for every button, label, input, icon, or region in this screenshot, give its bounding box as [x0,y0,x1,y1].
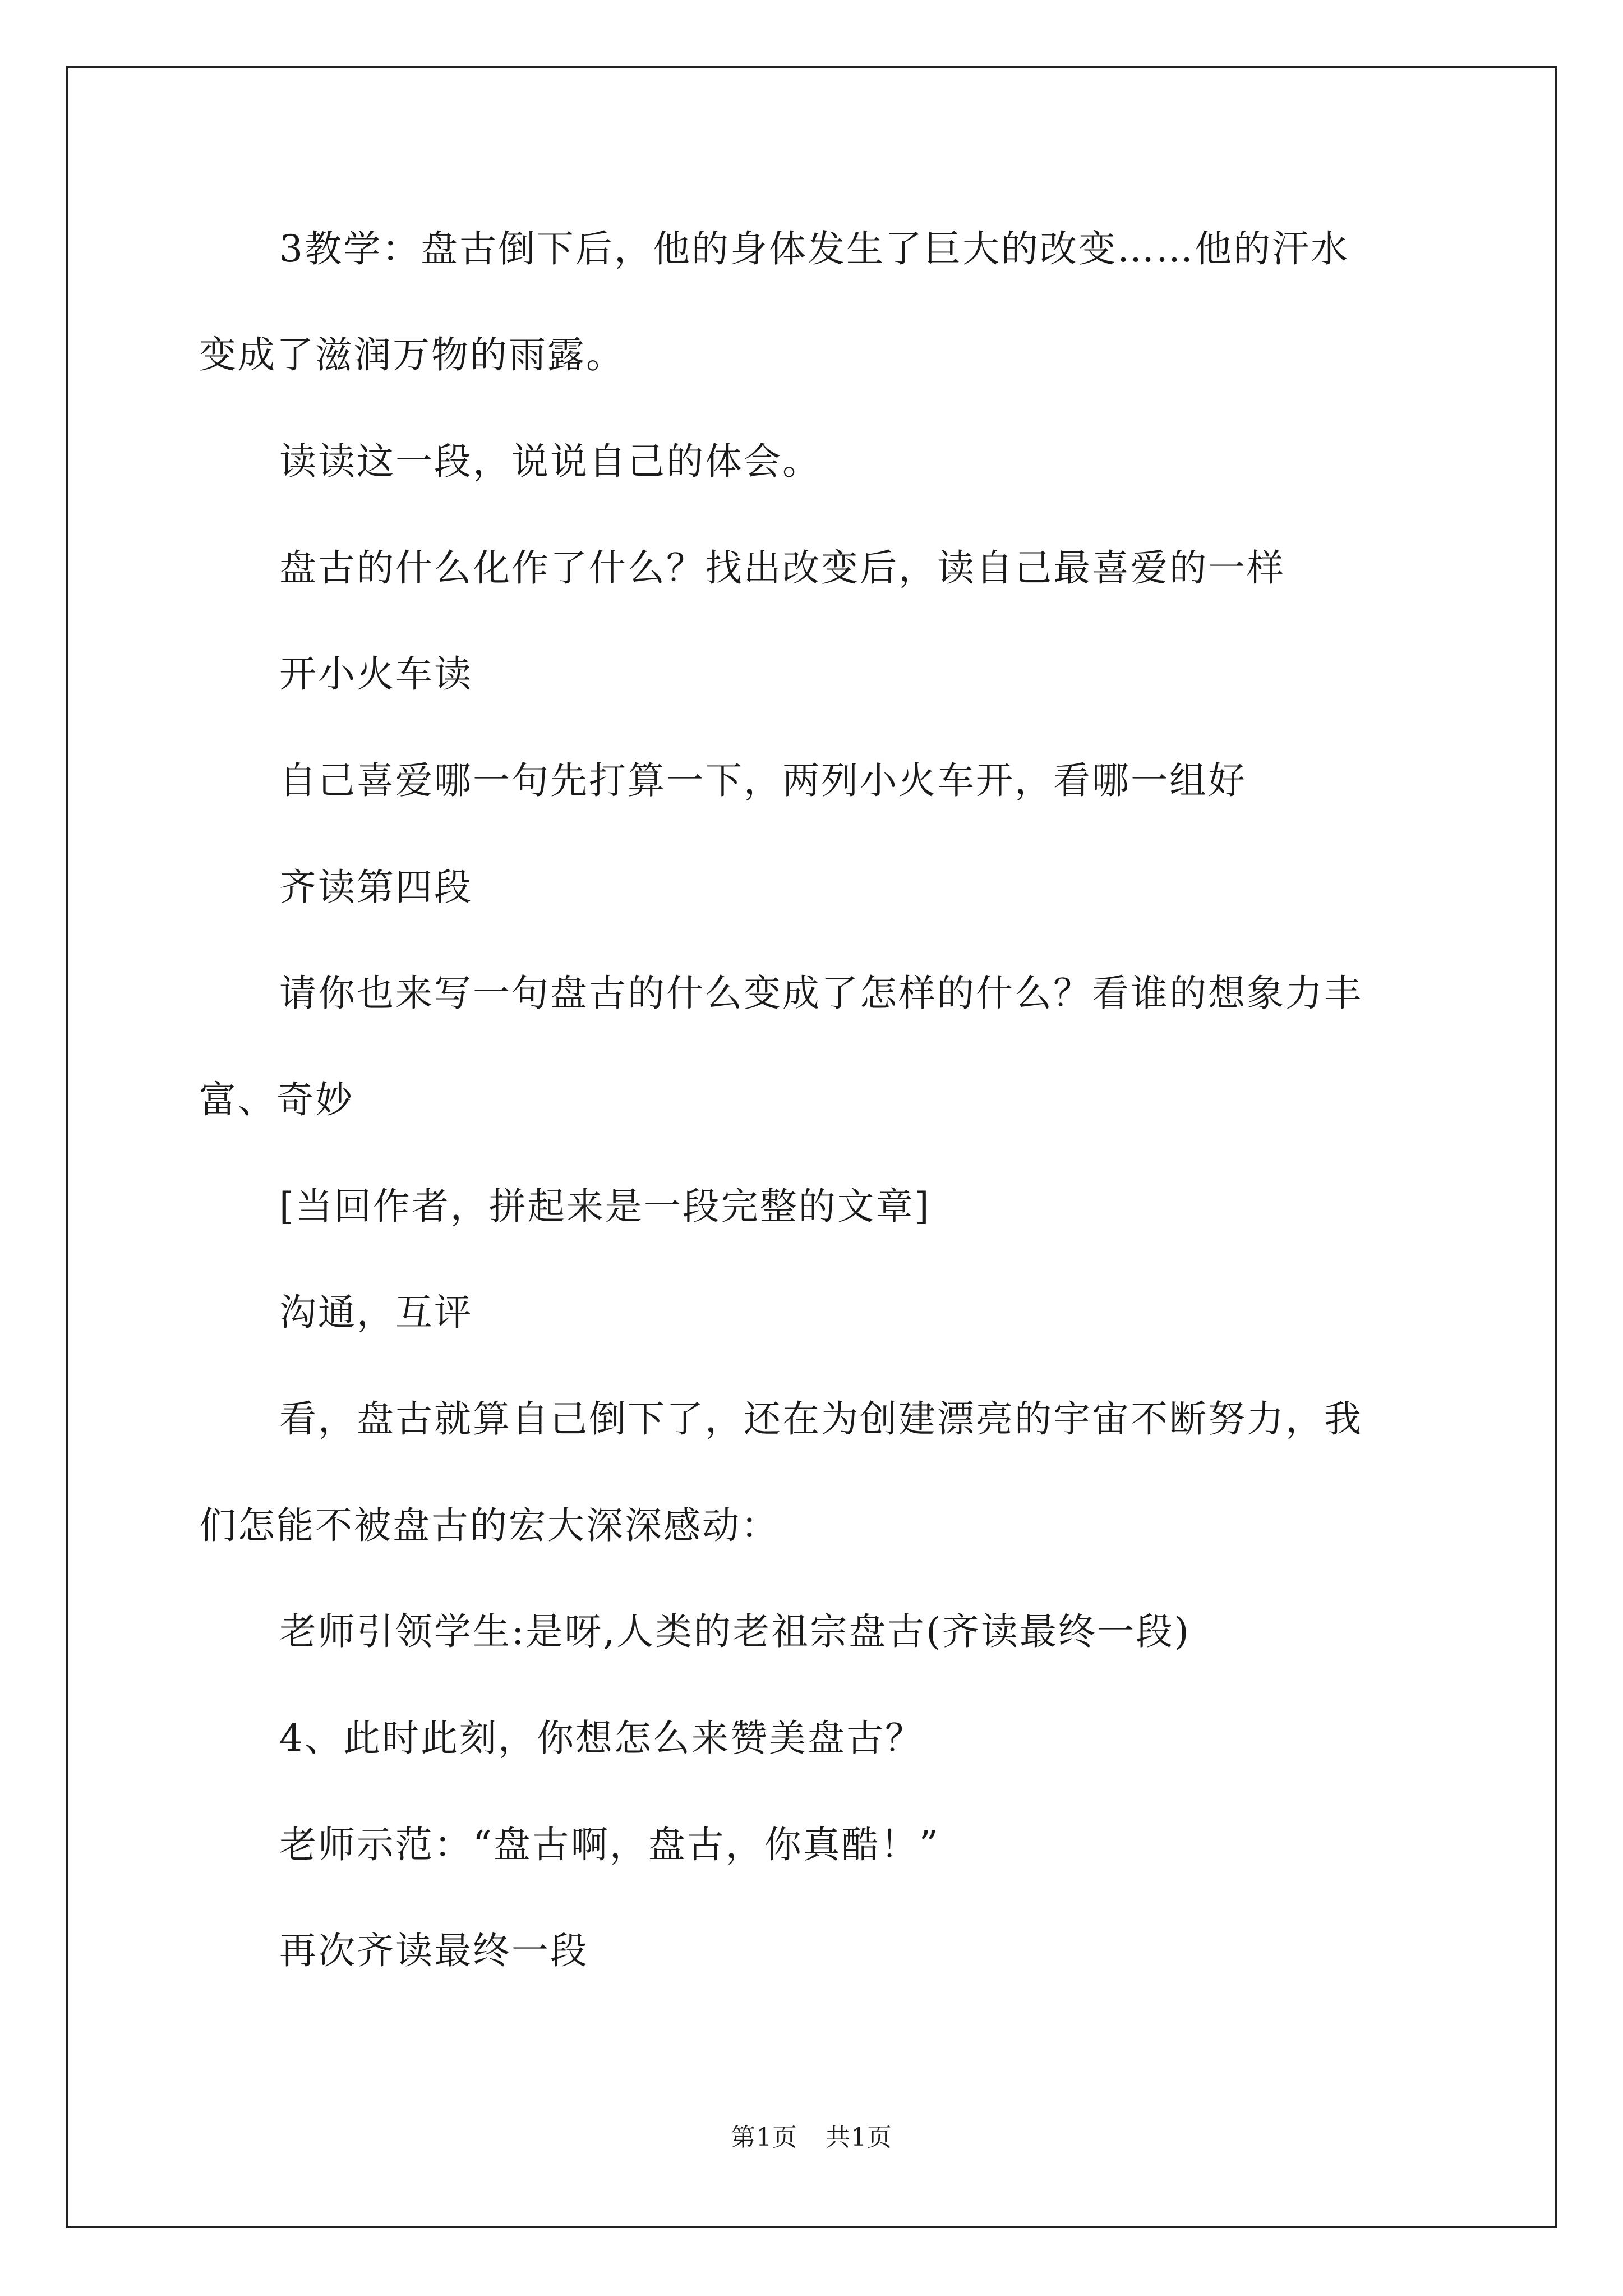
paragraph-line: 们怎能不被盘古的宏大深深感动： [199,1504,780,1547]
paragraph-line: 盘古的什么化作了什么？找出改变后，读自己最喜爱的一样 [279,546,1285,590]
paragraph-line: 老师引领学生:是呀,人类的老祖宗盘古(齐读最终一段) [279,1610,1191,1653]
page-border [66,66,1557,2228]
paragraph-line: 3教学：盘古倒下后，他的身体发生了巨大的改变……他的汗水 [279,227,1349,270]
paragraph-line: 读读这一段，说说自己的体会。 [279,440,821,483]
paragraph-line: 自己喜爱哪一句先打算一下，两列小火车开，看哪一组好 [279,759,1247,802]
page-number [0,2124,1623,2152]
paragraph-line: [当回作者，拼起来是一段完整的文章] [279,1185,931,1228]
paragraph-line: 请你也来写一句盘古的什么变成了怎样的什么？看谁的想象力丰 [279,972,1363,1015]
paragraph-line: 开小火车读 [279,652,473,696]
page-current-label: 第1页 [731,2123,797,2152]
paragraph-line: 4、此时此刻，你想怎么来赞美盘古？ [279,1717,924,1760]
paragraph-line: 齐读第四段 [279,866,473,909]
paragraph-line: 沟通，互评 [279,1291,473,1334]
paragraph-line: 看，盘古就算自己倒下了，还在为创建漂亮的宇宙不断努力，我 [279,1397,1363,1441]
paragraph-line: 老师示范：“盘古啊，盘古，你真酷！” [279,1823,940,1866]
paragraph-line: 富、奇妙 [199,1078,354,1121]
paragraph-line: 变成了滋润万物的雨露。 [199,333,625,376]
paragraph-line: 再次齐读最终一段 [279,1929,589,1972]
page-total-label: 共1页 [826,2123,892,2152]
